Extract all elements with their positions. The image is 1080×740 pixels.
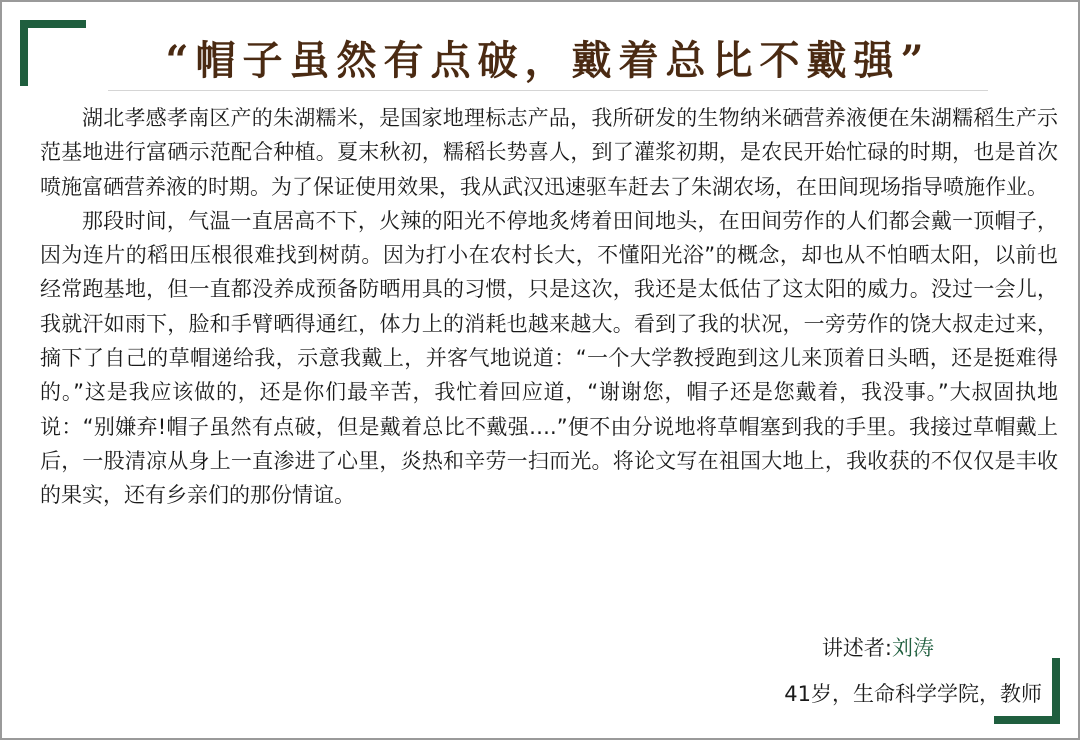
paragraph-1: 湖北孝感孝南区产的朱湖糯米，是国家地理标志产品，我所研发的生物纳米硒营养液便在朱湖糯稻生产示范基地进行富硒示范配合种植。夏末秋初，糯稻长势喜人，到了灌浆初期，是农民开始忙碌的时期，也是首次喷施富硒营养液的时期。为了保证使用效果，我从武汉迅速驱车赶去了朱湖农场，在田间现场指导喷施作业。 bbox=[40, 106, 1058, 199]
narrator-name: 刘涛 bbox=[892, 636, 934, 660]
narrator-details: 41岁，生命科学学院，教师 bbox=[784, 682, 1042, 706]
page-title: “帽子虽然有点破，戴着总比不戴强” bbox=[165, 37, 931, 84]
article-body bbox=[40, 101, 1058, 513]
title-divider bbox=[108, 90, 988, 91]
narrator-label: 讲述者: bbox=[821, 636, 892, 660]
corner-bracket-top-left bbox=[20, 20, 86, 86]
narrator-line bbox=[784, 630, 934, 666]
signature-block bbox=[784, 630, 1042, 712]
paragraph-2: 那段时间，气温一直居高不下，火辣的阳光不停地炙烤着田间地头，在田间劳作的人们都会戴一顶帽子，因为连片的稻田压根很难找到树荫。因为打小在农村长大，不懂阳光浴”的概念，却也从不怕晒太阳，以前也经常跑基地，但一直都没养成预备防晒用具的习惯，只是这次，我还是太低估了这太阳的威力。没过一会儿，我就汗如雨下，脸和手臂晒得通红，体力上的消耗也越来越大。看到了我的状况，一旁劳作的饶大叔走过来，摘下了自己的草帽递给我，示意我戴上，并客气地说道：“一个大学教授跑到这儿来顶着日头晒，还是挺难得的。”这是我应该做的，还是你们最辛苦，我忙着回应道，“谢谢您，帽子还是您戴着，我没事。”大叔固执地说：“别嫌弃!帽子虽然有点破，但是戴着总比不戴强….”便不由分说地将草帽塞到我的手里。我接过草帽戴上后，一股清凉从身上一直渗进了心里，炎热和辛劳一扫而光。将论文写在祖国大地上，我收获的不仅仅是丰收的果实，还有乡亲们的那份情谊。 bbox=[40, 208, 1058, 508]
